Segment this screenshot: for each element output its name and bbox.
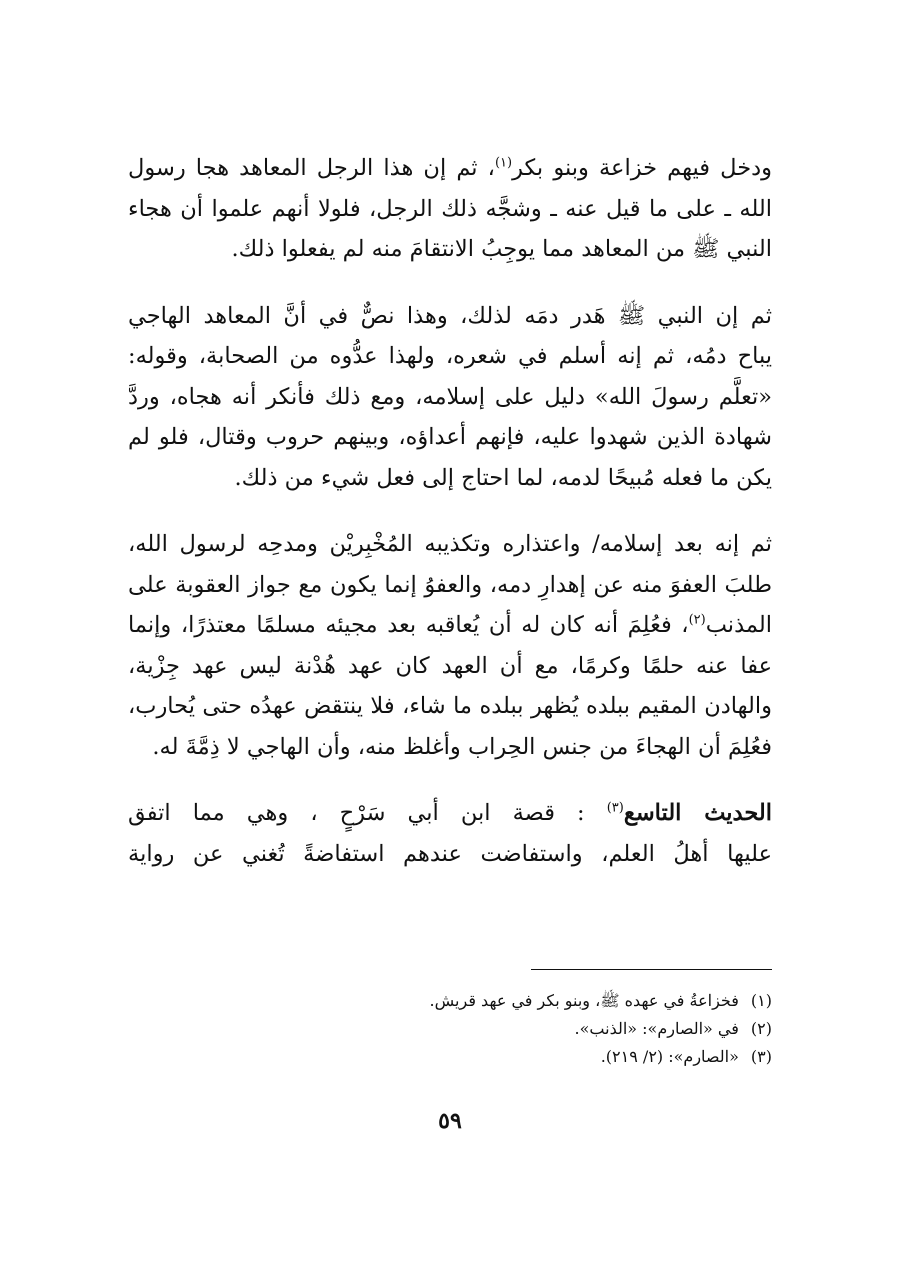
text-line: شهادة الذين شهدوا عليه، فإنهم أعداؤه، وبينهم حروب وقتال، فلو لم xyxy=(128,424,772,450)
footnote-ref-1[interactable]: (١) xyxy=(494,155,513,171)
footnote-2 xyxy=(400,1016,772,1044)
text-line: عفا عنه حلمًا وكرمًا، مع أن العهد كان عهد هُدْنة ليس عهد جِزْية، xyxy=(128,652,772,679)
text-line: والهادن المقيم ببلده يُظهر ببلده ما شاء، فلا ينتقض عهدُه حتى يُحارب، xyxy=(128,693,772,719)
text-line: طلبَ العفوَ منه عن إهدارِ دمه، والعفوُ إنما يكون مع جواز العقوبة على xyxy=(128,571,772,598)
paragraph-4 xyxy=(128,793,772,874)
text-line: يكن ما فعله مُبيحًا لدمه، لما احتاج إلى فعل شيء من ذلك. xyxy=(234,464,772,491)
footnote-separator xyxy=(531,969,772,970)
paragraph-1 xyxy=(128,148,772,270)
text-line: يباح دمُه، ثم إنه أسلم في شعره، ولهذا عدُّوه من الصحابة، وقوله: xyxy=(128,343,772,369)
footnote-text: في «الصارم»: «الذنب». xyxy=(574,1019,739,1038)
text-line: «تعلَّم رسولَ الله» دليل على إسلامه، ومع ذلك فأنكر أنه هجاه، وردَّ xyxy=(128,383,772,410)
text-line: ثم إن النبي ﷺ هَدر دمَه لذلك، وهذا نصٌّ في أنَّ المعاهد الهاجي xyxy=(128,302,772,329)
footnote-number: (١) xyxy=(750,991,772,1010)
footnote-number: (٣) xyxy=(750,1047,772,1066)
text-line: عليها أهلُ العلم، واستفاضت عندهم استفاضةً تُغني عن رواية xyxy=(128,840,772,867)
paragraph-gap xyxy=(128,498,772,524)
paragraph-gap xyxy=(128,270,772,296)
text-line: الله ـ على ما قيل عنه ـ وشجَّه ذلك الرجل، فلولا أنهم علموا أن هجاء xyxy=(128,195,772,222)
text-line: الحديث التاسع$^{(٣)}$ : قصة ابن أبي سَرْحٍ ، وهي مما اتفق xyxy=(128,800,772,826)
paragraph-2 xyxy=(128,296,772,499)
paragraph-3 xyxy=(128,524,772,767)
text-line: ودخل فيهم خزاعة وبنو بكر$^{(١)}$، ثم إن هذا الرجل المعاهد هجا رسول xyxy=(128,155,772,181)
footnote-ref-2[interactable]: (٢) xyxy=(688,612,706,628)
footnote-1 xyxy=(400,988,772,1016)
footnote-3 xyxy=(400,1044,772,1072)
footnote-text: فخزاعةُ في عهده ﷺ، وبنو بكر في عهد قريش. xyxy=(429,991,739,1010)
footnote-number: (٢) xyxy=(750,1019,772,1038)
main-text xyxy=(128,148,772,874)
footnote-ref-3[interactable]: (٣) xyxy=(606,800,624,816)
text-line: ثم إنه بعد إسلامه/ واعتذاره وتكذيبه المُخْبِريْن ومدحِه لرسول الله، xyxy=(128,531,772,557)
footnote-text: «الصارم»: (٢/ ٢١٩). xyxy=(600,1047,739,1066)
paragraph-gap xyxy=(128,767,772,793)
text-line: المذنب$^{(٢)}$، فعُلِمَ أنه كان له أن يُعاقبه بعد مجيئه مسلمًا معتذرًا، وإنما xyxy=(128,612,772,638)
text-line: فعُلِمَ أن الهجاءَ من جنس الحِراب وأغلظ منه، وأن الهاجي لا ذِمَّةَ له. xyxy=(152,733,772,760)
page-number: ٥٩ xyxy=(438,1108,462,1134)
footnotes xyxy=(400,988,772,1072)
section-heading: الحديث التاسع xyxy=(623,800,772,826)
text-line: النبي ﷺ من المعاهد مما يوجِبُ الانتقامَ منه لم يفعلوا ذلك. xyxy=(231,236,772,262)
